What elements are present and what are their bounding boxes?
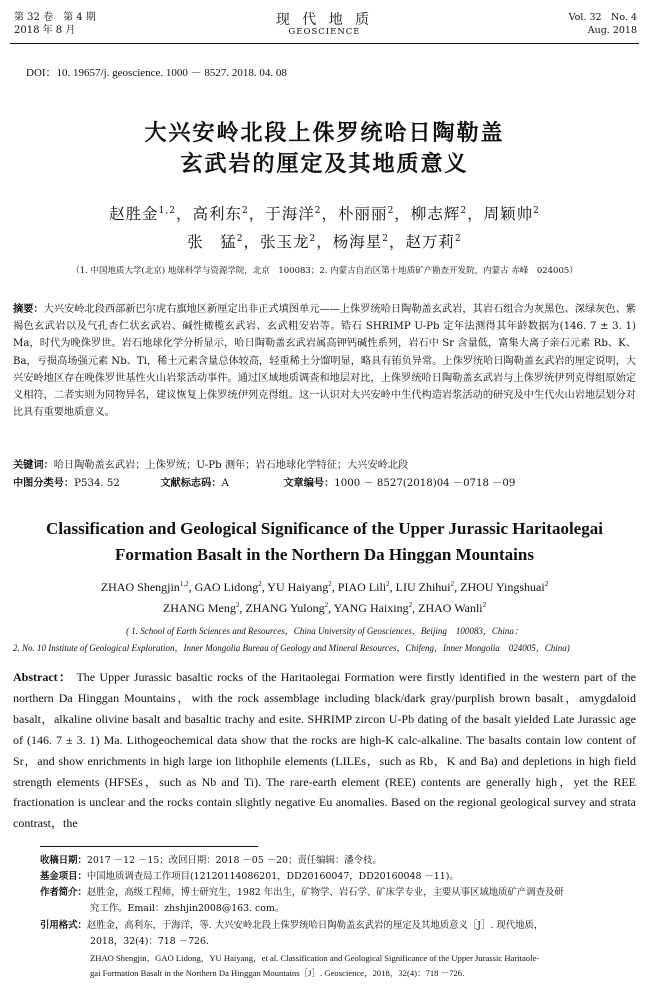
cite-label: 引用格式： xyxy=(40,920,87,931)
author-affiliation-mark: 1,2 xyxy=(179,580,189,588)
article-no-value: 1000 － 8527(2018)04 －0718 －09 xyxy=(334,478,516,489)
author-name: 周颖帅 xyxy=(483,205,534,223)
author-name: PIAO Lili xyxy=(337,580,387,594)
author-affiliation-mark: 2 xyxy=(460,205,468,216)
cite-cn-line1: 赵胜金，高利东，于海洋，等. 大兴安岭北段上侏罗统哈日陶勒盖玄武岩的厘定及其地质意义［J］. 现代地质， xyxy=(86,920,544,931)
footnote-fund xyxy=(40,869,637,885)
author-affiliation-mark: 2 xyxy=(408,601,413,609)
author-value-line2: 究工作。Email：zhshjin2008@163. com。 xyxy=(90,903,285,914)
author-affiliation-mark: 2 xyxy=(482,601,487,609)
footnote-cite xyxy=(40,918,637,934)
author-name: 杨海星 xyxy=(332,233,383,251)
journal-name-en: GEOSCIENCE xyxy=(288,27,361,37)
author-affiliation-mark: 2 xyxy=(387,205,395,216)
authors-en-line1: ZHAO Shengjin$^{1,2}$, GAO Lidong$^2$, YU Haiyang$^2$, PIAO Lili$^2$, LIU Zhihui$^2$, ZHOU Yingshuai$^2$ xyxy=(100,580,549,594)
author-affiliation-mark: 2 xyxy=(324,601,329,609)
author-affiliation-mark: 2 xyxy=(258,580,262,588)
author-name: 赵万莉 xyxy=(405,233,456,251)
author-affiliation-mark: 2 xyxy=(309,233,317,244)
author-affiliation-mark: 2 xyxy=(314,205,322,216)
received-label: 收稿日期： xyxy=(40,855,87,866)
author-affiliation-mark: 2 xyxy=(382,233,389,244)
received-value: 2017 －12 －15；改回日期：2018 －05 －20；责任编辑：潘令枝。 xyxy=(86,855,382,866)
abstract-en-text: The Upper Jurassic basaltic rocks of the Haritaolegai Formation were firstly identified in the western part of the northern Da Hinggan Mountains，with the rock assemblage including black/dark gray/purplish brown basalt，amygdaloid basalt，alkaline olivine basalt and basaltic trachy and esite. SHRIMP zircon U-Pb dating of the basalt yielded Late Jurassic age of (146. 7 ± 3. 1) Ma. Lithogeochemical data show that the rocks are high-K calc-alkaline. The basalts contain low content of Sr，and show enrichments in high large ion lithophile elements (LILEs，such as Rb，K and Ba) and depletions in high field strength elements (HFSEs，such as Nb and Ti). The rare-earth element (REE) contents are generally high，yet the REE fractionation is unclear and the rocks contain slightly negative Eu anomalies. Based on the regional geological survey and strata contrast，the xyxy=(13,670,636,831)
abstract-cn xyxy=(13,301,636,421)
doc-code-value: A xyxy=(221,478,229,489)
cite-cn-line2: 2018，32(4)：718 －726. xyxy=(90,936,209,947)
author-name: GAO Lidong xyxy=(194,580,259,594)
author-name: YANG Haixing xyxy=(333,601,409,615)
author-affiliation-mark: 2 xyxy=(328,580,332,588)
author-name: ZHOU Yingshuai xyxy=(460,580,545,594)
abstract-en-label: Abstract： xyxy=(13,670,73,684)
author-affiliation-mark: 2 xyxy=(242,205,249,216)
authors-cn-line1: 赵胜金$^{1,2}$，高利东$^2$，于海洋$^2$，朴丽丽$^2$，柳志辉$^2$，周颖帅$^2$ xyxy=(109,205,540,223)
fund-label: 基金项目： xyxy=(40,871,87,882)
author-label: 作者简介： xyxy=(40,887,87,898)
keywords-cn-text: 哈日陶勒盖玄武岩；上侏罗统；U-Pb 测年；岩石地球化学特征；大兴安岭北段 xyxy=(53,460,409,471)
author-affiliation-mark: 2 xyxy=(455,233,462,244)
footnote-author xyxy=(40,885,637,901)
header-volume-en-block xyxy=(569,11,637,37)
author-name: 柳志辉 xyxy=(410,205,461,223)
author-affiliation-mark: 2 xyxy=(533,205,540,216)
author-name: YU Haiyang xyxy=(267,580,329,594)
title-cn-line2: 玄武岩的厘定及其地质意义 xyxy=(180,152,469,177)
author-name: 张玉龙 xyxy=(259,233,310,251)
author-name: ZHANG Yulong xyxy=(245,601,325,615)
title-en-line1: Classification and Geological Significance of the Upper Jurassic Haritaolegai xyxy=(46,519,603,538)
cite-en-line1: ZHAO Shengjin，GAO Lidong，YU Haiyang，et al. Classification and Geological Significance of the Upper Jurassic Haritaole- xyxy=(90,953,540,963)
journal-name-cn: 现 代 地 质 xyxy=(275,12,374,28)
abstract-en xyxy=(13,667,636,834)
authors-en-line2: ZHANG Meng$^2$, ZHANG Yulong$^2$, YANG Haixing$^2$, ZHAO Wanli$^2$ xyxy=(162,601,487,615)
footnote-rule xyxy=(40,846,258,847)
author-name: LIU Zhihui xyxy=(395,580,451,594)
author-affiliation-mark: 2 xyxy=(450,580,455,588)
header-volume-en: Vol. 32 No. 4 xyxy=(568,12,637,23)
clc-label: 中图分类号： xyxy=(13,477,75,489)
keywords-cn-label: 关键词： xyxy=(13,459,54,471)
header-date-cn: 2018 年 8 月 xyxy=(14,25,76,36)
header-date-en: Aug. 2018 xyxy=(587,25,637,36)
abstract-cn-text: 大兴安岭北段西部新巴尔虎右旗地区新厘定出非正式填图单元——上侏罗统哈日陶勒盖玄武岩，其岩石组合为灰黑色、深绿灰色、紫褐色玄武岩以及气孔杏仁状玄武岩、碱性橄榄玄武岩、玄武粗安岩等。锆石 SHRIMP U-Pb 定年法测得其年龄数据为(146. 7 ± 3. 1) Ma，时代为晚侏罗世。岩石地球化学分析显示，哈日陶勒盖玄武岩属高钾钙碱性系列，岩石中 Sr 含量低，富集大离子亲石元素 Rb、K、Ba，亏损高场强元素 Nb、Ti，稀土元素含量总体较高，轻重稀土分馏明显，略具有铕负异常。上侏罗统哈日陶勒盖玄武岩的厘定说明，大兴安岭地区存在晚侏罗世基性火山岩浆活动事件。通过区域地质调查和地层对比，上侏罗统哈日陶勒盖玄武岩与上侏罗统伊列克得组原始定义相符，二者实则为同物异名，建议恢复上侏罗统伊列克得组。这一认识对大兴安岭中生代构造岩浆活动的研究及中生代火山岩地层划分对比具有重要地质意义。 xyxy=(13,304,637,419)
author-name: 张 猛 xyxy=(187,233,237,251)
doi-line: DOI：10. 19657/j. geoscience. 1000 － 8527. 2018. 04. 08 xyxy=(26,67,287,79)
cite-en-line2: gai Formation Basalt in the Northern Da Hinggan Mountains［J］. Geoscience，2018，32(4)：718 －726. xyxy=(90,968,465,978)
article-no-label: 文章编号： xyxy=(283,477,335,489)
footnote-received xyxy=(40,853,637,869)
affiliation-en-line1: ( 1. School of Earth Sciences and Resources，China University of Geosciences，Beijing 100083，China； xyxy=(126,626,523,636)
author-name: 于海洋 xyxy=(265,205,315,223)
fund-value: 中国地质调查局工作项目(12120114086201，DD20160047，DD20160048 －11)。 xyxy=(86,871,459,882)
header-volume-cn: 第 32 卷 第 4 期 xyxy=(14,12,96,23)
author-name: ZHAO Shengjin xyxy=(100,580,180,594)
author-name: 朴丽丽 xyxy=(338,205,388,223)
authors-cn-line2: 张 猛$^2$，张玉龙$^2$，杨海星$^2$，赵万莉$^2$ xyxy=(187,233,462,251)
author-name: 高利东 xyxy=(192,205,243,223)
header-rule xyxy=(10,43,639,44)
title-cn-line1: 大兴安岭北段上侏罗统哈日陶勒盖 xyxy=(144,121,505,146)
title-en-line2: Formation Basalt in the Northern Da Hinggan Mountains xyxy=(115,545,534,564)
affiliation-cn: （1. 中国地质大学(北京) 地球科学与资源学院，北京 100083；2. 内蒙古自治区第十地质矿产勘查开发院，内蒙古 赤峰 024005） xyxy=(71,266,578,276)
classification-line xyxy=(13,474,515,489)
author-name: 赵胜金 xyxy=(109,205,159,223)
doc-code-label: 文献标志码： xyxy=(160,477,222,489)
author-name: ZHAO Wanli xyxy=(418,601,483,615)
author-affiliation-mark: 2 xyxy=(544,580,549,588)
author-affiliation-mark: 2 xyxy=(235,601,240,609)
keywords-cn xyxy=(13,456,408,471)
author-value-line1: 赵胜金，高级工程师，博士研究生，1982 年出生，矿物学、岩石学、矿床学专业，主要从事区域地质矿产调查及研 xyxy=(86,887,564,898)
author-name: ZHANG Meng xyxy=(162,601,236,615)
author-affiliation-mark: 1,2 xyxy=(158,205,176,216)
author-affiliation-mark: 2 xyxy=(386,580,390,588)
clc-value: P534. 52 xyxy=(74,478,120,489)
author-affiliation-mark: 2 xyxy=(236,233,244,244)
abstract-cn-label: 摘要： xyxy=(13,303,44,315)
affiliation-en-line2: 2. No. 10 Institute of Geological Exploration，Inner Mongolia Bureau of Geology and Mineral Resources，Chifeng，Inner Mongolia 024005，China) xyxy=(13,643,570,653)
